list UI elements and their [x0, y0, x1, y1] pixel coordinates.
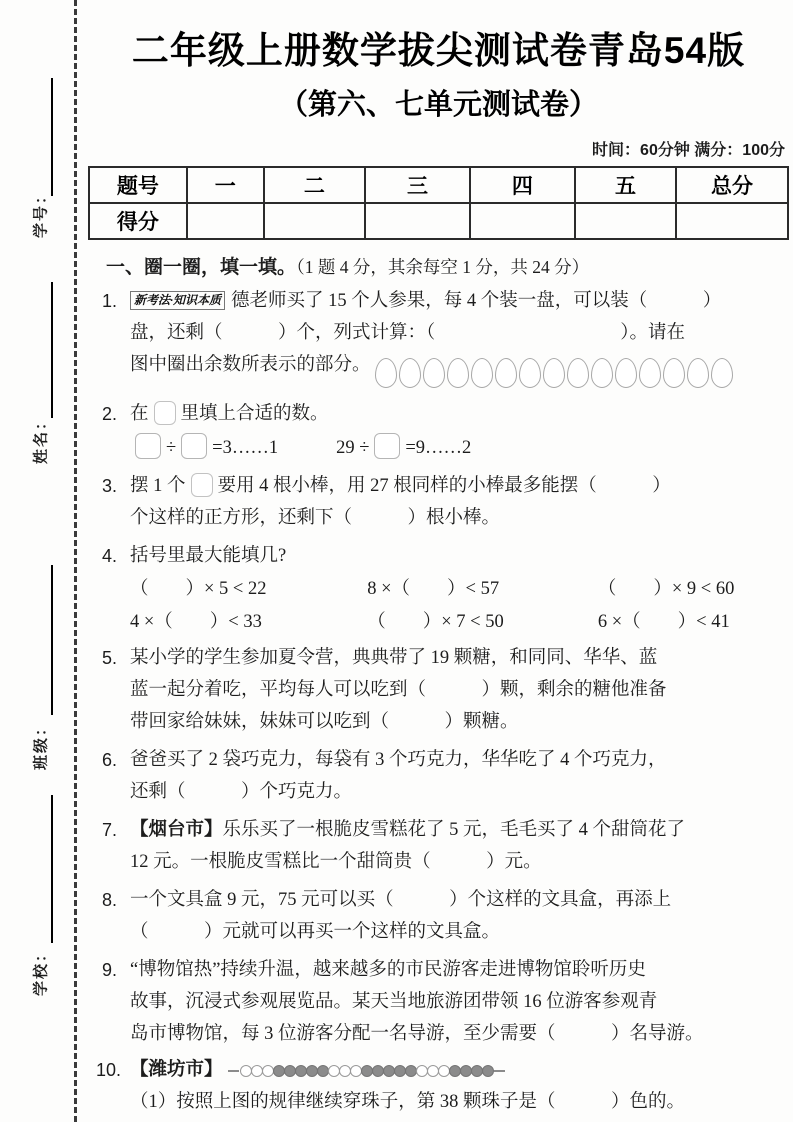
question-8-line-2: （ ）元就可以再买一个这样的文具盒。 [130, 922, 501, 942]
question-8-number: 8. [102, 890, 118, 910]
school-label: 学校： [32, 945, 50, 997]
blank-box[interactable] [135, 433, 161, 459]
egg-shape[interactable] [615, 358, 637, 388]
expression-4: 4 ×（ ）< 33 [130, 612, 262, 632]
seal-dashed-line [74, 0, 77, 1122]
question-3-line-1-pre: 摆 1 个 [130, 476, 186, 496]
question-4 [88, 540, 789, 638]
score-row-label: 得分 [89, 203, 187, 239]
question-3-line-2: 个这样的正方形，还剩下（ ）根小棒。 [130, 508, 501, 528]
question-1-line-3: 图中圈出余数所表示的部分。 [130, 355, 371, 375]
egg-shape[interactable] [423, 358, 445, 388]
question-9-line-2: 故事，沉浸式参观展览品。某天当地旅游团带领 16 位游客参观青 [130, 992, 658, 1012]
student-name-label: 姓名： [32, 413, 50, 465]
score-table-corner: 题号 [89, 167, 187, 203]
blank-box[interactable] [154, 401, 176, 425]
section-1-points-note: （1 题 4 分，其余每空 1 分，共 24 分） [296, 257, 590, 277]
question-2-intro-post: 里填上合适的数。 [180, 404, 329, 424]
score-table-score-row [89, 203, 788, 239]
equation-1-operator: ÷ [166, 438, 177, 458]
expression-3: （ ）× 9 < 60 [597, 579, 735, 599]
score-table [88, 166, 789, 240]
question-9 [88, 954, 789, 1050]
question-1 [88, 285, 789, 388]
square-shape-box [191, 473, 213, 497]
question-2 [88, 398, 789, 464]
score-table-header-row [89, 167, 788, 203]
school-write-line[interactable] [51, 795, 53, 943]
score-cell-4[interactable] [470, 203, 575, 239]
egg-shape[interactable] [471, 358, 493, 388]
time-and-score-info: 时间：60分钟 满分：100分 [592, 142, 785, 159]
question-6-line-2: 还剩（ ）个巧克力。 [130, 782, 353, 802]
bead-string-end [228, 1070, 239, 1072]
question-4-expressions [130, 573, 789, 638]
bead-string [240, 1060, 493, 1080]
question-3-line-1-post: 要用 4 根小棒，用 27 根同样的小棒最多能摆（ ） [217, 476, 671, 496]
score-cell-3[interactable] [365, 203, 470, 239]
question-5-line-3: 带回家给妹妹，妹妹可以吃到（ ）颗糖。 [130, 712, 519, 732]
question-7-line-1: 乐乐买了一根脆皮雪糕花了 5 元，毛毛买了 4 个甜筒花了 [222, 820, 686, 840]
question-2-intro-pre: 在 [130, 404, 149, 424]
equation-2-left: 29 ÷ [336, 438, 370, 458]
egg-shape[interactable] [663, 358, 685, 388]
score-cell-5[interactable] [575, 203, 676, 239]
egg-row [375, 362, 735, 382]
expression-5: （ ）× 7 < 50 [367, 612, 504, 632]
egg-shape[interactable] [591, 358, 613, 388]
question-6 [88, 744, 789, 808]
question-1-line-2: 盘，还剩（ ）个，列式计算：（ ）。请在 [130, 323, 686, 343]
question-7-line-2: 12 元。一根脆皮雪糕比一个甜筒贵（ ）元。 [130, 852, 542, 872]
question-9-line-3: 岛市博物馆，每 3 位游客分配一名导游，至少需要（ ）名导游。 [130, 1024, 704, 1044]
expression-6: 6 ×（ ）< 41 [597, 612, 730, 632]
egg-shape[interactable] [543, 358, 565, 388]
question-7-number: 7. [102, 820, 118, 840]
bead-gray [482, 1065, 494, 1077]
question-5-line-1: 某小学的学生参加夏令营，典典带了 19 颗糖，和同同、华华、蓝 [130, 648, 658, 668]
student-id-write-line[interactable] [51, 78, 53, 196]
question-9-number: 9. [102, 960, 118, 980]
question-6-number: 6. [102, 750, 118, 770]
egg-shape[interactable] [711, 358, 733, 388]
question-5-line-2: 蓝一起分着吃，平均每人可以吃到（ ）颗，剩余的糖他准备 [130, 680, 667, 700]
question-10-sub-1: （1）按照上图的规律继续穿珠子，第 38 颗珠子是（ ）色的。 [130, 1092, 686, 1112]
question-5-number: 5. [102, 648, 118, 668]
question-2-number: 2. [102, 404, 118, 424]
egg-shape[interactable] [687, 358, 709, 388]
section-1-title: 一、圈一圈，填一填。 [106, 257, 297, 278]
question-1-line-1: 德老师买了 15 个人参果，每 4 个装一盘，可以装（ ） [231, 291, 722, 311]
page-title: 二年级上册数学拔尖测试卷青岛54版 [131, 30, 746, 71]
score-table-col-3: 三 [365, 167, 470, 203]
question-7 [88, 814, 789, 878]
class-label: 班级： [32, 719, 50, 771]
city-tag-yantai: 【烟台市】 [130, 820, 223, 840]
student-name-write-line[interactable] [51, 282, 53, 418]
score-table-col-1: 一 [187, 167, 264, 203]
question-3 [88, 470, 789, 534]
blank-box[interactable] [181, 433, 207, 459]
paper-content [88, 0, 789, 1118]
score-table-col-4: 四 [470, 167, 575, 203]
class-write-line[interactable] [51, 565, 53, 715]
egg-shape[interactable] [639, 358, 661, 388]
city-tag-weifang: 【潍坊市】 [130, 1060, 223, 1080]
question-10-number: 10. [96, 1060, 122, 1080]
score-table-col-5: 五 [575, 167, 676, 203]
question-9-line-1: “博物馆热”持续升温，越来越多的市民游客走进博物馆聆听历史 [130, 960, 646, 980]
egg-shape[interactable] [519, 358, 541, 388]
question-5 [88, 642, 789, 738]
score-cell-1[interactable] [187, 203, 264, 239]
section-1-heading [88, 252, 789, 279]
score-table-col-2: 二 [264, 167, 365, 203]
expression-1: （ ）× 5 < 22 [130, 579, 267, 599]
score-table-col-total: 总分 [676, 167, 788, 203]
question-6-line-1: 爸爸买了 2 袋巧克力，每袋有 3 个巧克力，华华吃了 4 个巧克力， [130, 750, 667, 770]
question-10 [88, 1054, 789, 1118]
page-subtitle: （第六、七单元测试卷） [278, 89, 598, 121]
expression-2: 8 ×（ ）< 57 [367, 579, 500, 599]
question-list [88, 285, 789, 1118]
question-8 [88, 884, 789, 948]
egg-shape[interactable] [399, 358, 421, 388]
question-4-number: 4. [102, 546, 118, 566]
score-cell-2[interactable] [264, 203, 365, 239]
equation-2-result: =9……2 [405, 438, 472, 458]
bead-string-end [494, 1070, 505, 1072]
egg-shape[interactable] [447, 358, 469, 388]
equation-1-result: =3……1 [212, 438, 279, 458]
egg-shape[interactable] [375, 358, 397, 388]
student-id-label: 学号： [32, 187, 50, 239]
egg-shape[interactable] [567, 358, 589, 388]
question-1-number: 1. [102, 291, 118, 311]
blank-box[interactable] [374, 433, 400, 459]
new-method-badge: 新考法·知识本质 [130, 291, 225, 310]
question-8-line-1: 一个文具盒 9 元，75 元可以买（ ）个这样的文具盒，再添上 [130, 890, 672, 910]
egg-shape[interactable] [495, 358, 517, 388]
question-4-intro: 括号里最大能填几? [130, 546, 287, 566]
score-cell-total[interactable] [676, 203, 788, 239]
question-3-number: 3. [102, 476, 118, 496]
